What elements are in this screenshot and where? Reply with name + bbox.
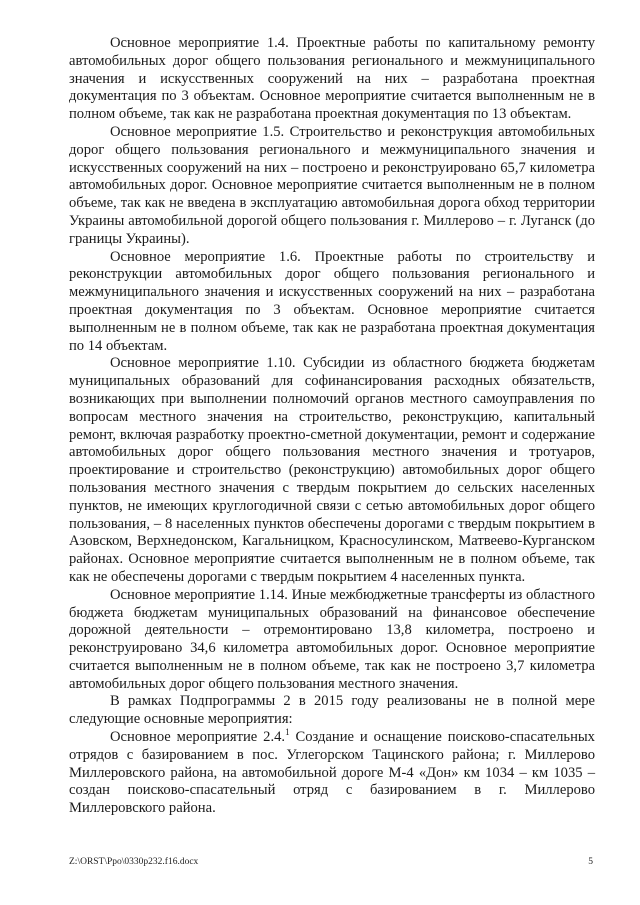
document-body xyxy=(69,35,595,818)
measure-2-4-lead: Основное мероприятие 2.4. xyxy=(110,729,286,746)
paragraph-measure-2-4 xyxy=(69,729,595,818)
footnote-marker: 1 xyxy=(285,727,290,738)
footer-file-path: Z:\ORST\Ppo\0330p232.f16.docx xyxy=(69,857,199,867)
paragraph-measure-1-4: Основное мероприятие 1.4. Проектные работы по капитальному ремонту автомобильных дорог общего пользования регионального и межмуниципального значения и искусственных сооружений на них – разработана проектная документация по 3 объектам. Основное мероприятие считается выполненным не в полном объеме, так как не разработана проектная документация по 13 объектам. xyxy=(69,35,595,123)
paragraph-measure-1-14: Основное мероприятие 1.14. Иные межбюджетные трансферты из областного бюджета бюджетам муниципальных образований на финансовое обеспечение дорожной деятельности – отремонтировано 13,8 километра, построено и реконструировано 34,6 километра автомобильных дорог. Основное мероприятие считается выполненным не в полном объеме, так как не построено 3,7 километра автомобильных дорог общего пользования местного значения. xyxy=(69,586,595,692)
paragraph-subprogram-2-intro: В рамках Подпрограммы 2 в 2015 году реализованы не в полной мере следующие основные мероприятия: xyxy=(69,693,595,728)
paragraph-measure-1-6: Основное мероприятие 1.6. Проектные работы по строительству и реконструкции автомобильных дорог общего пользования регионального и межмуниципального значения и искусственных сооружений на них – разработана проектная документация по 3 объектам. Основное мероприятие считается выполненным не в полном объеме, так как не разработана проектная документация по 14 объектам. xyxy=(69,248,595,354)
paragraph-measure-1-5: Основное мероприятие 1.5. Строительство и реконструкция автомобильных дорог общего пользования регионального и межмуниципального значения и искусственных сооружений на них – построено и реконструировано 65,7 километра автомобильных дорог. Основное мероприятие считается выполненным не в полном объеме, так как не введена в эксплуатацию автомобильная дорога обход территории Украины автомобильной дорогой общего пользования г. Миллерово – г. Луганск (до границы Украины). xyxy=(69,123,595,247)
measure-2-4-text: Создание и оснащение поисково-спасательных отрядов с базированием в пос. Углегорском Тацинского района; г. Миллерово Миллеровского района, на автомобильной дороге М-4 «Дон» км 1034 – км 1035 – создан поисково-спасательный отряд с базированием в г. Миллерово Миллеровского района. xyxy=(69,729,595,817)
page-number: 5 xyxy=(588,857,593,867)
paragraph-measure-1-10: Основное мероприятие 1.10. Субсидии из областного бюджета бюджетам муниципальных образований для софинансирования расходных обязательств, возникающих при выполнении полномочий органов местного самоуправления по вопросам местного значения на строительство, реконструкцию, капитальный ремонт, включая разработку проектно-сметной документации, ремонт и содержание автомобильных дорог общего пользования местного значения и тротуаров, проектирование и строительство (реконструкцию) автомобильных дорог общего пользования местного значения с твердым покрытием до сельских населенных пунктов, не имеющих круглогодичной связи с сетью автомобильных дорог общего пользования, – 8 населенных пунктов обеспечены дорогами с твердым покрытием в Азовском, Верхнедонском, Кагальницком, Красносулинском, Матвеево-Курганском районах. Основное мероприятие считается выполненным не в полном объеме, так как не обеспечены дорогами с твердым покрытием 4 населенных пункта. xyxy=(69,355,595,585)
